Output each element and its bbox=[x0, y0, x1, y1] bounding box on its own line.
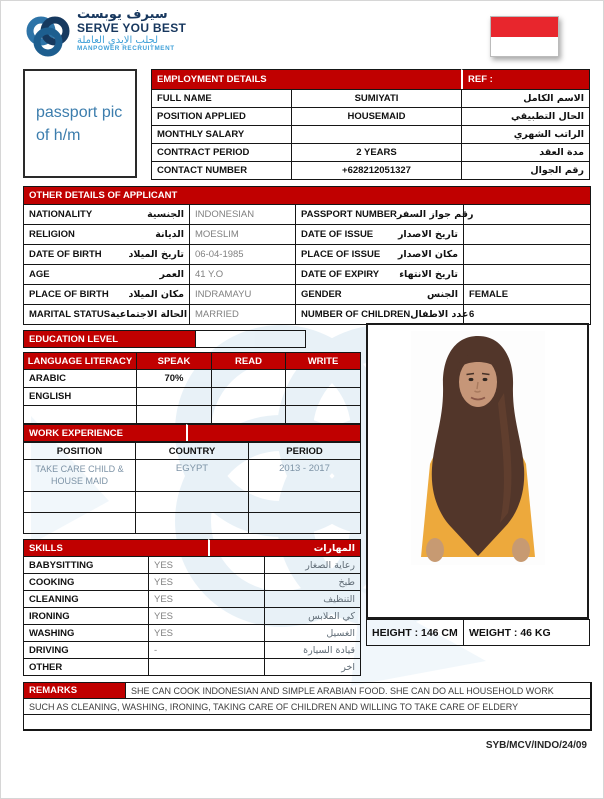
we-position: TAKE CARE CHILD & HOUSE MAID bbox=[23, 459, 135, 491]
skill-value bbox=[148, 658, 264, 675]
skills-table bbox=[23, 556, 361, 676]
od-label: MARITAL STATUS bbox=[29, 309, 111, 320]
skill-value: - bbox=[148, 641, 264, 658]
logo-arabic-name: سيرف يوبست bbox=[77, 7, 168, 22]
we-period bbox=[248, 512, 360, 533]
remarks-table bbox=[23, 682, 592, 731]
od-label: DATE OF ISSUE bbox=[301, 229, 374, 240]
we-country bbox=[135, 512, 248, 533]
write-value bbox=[285, 405, 360, 423]
emp-value: +628212051327 bbox=[291, 161, 461, 179]
table-row bbox=[23, 624, 360, 641]
work-experience-header bbox=[23, 424, 361, 442]
col-header-read: READ bbox=[211, 352, 285, 369]
od-value: 41 Y.O bbox=[189, 264, 295, 284]
skill-label: DRIVING bbox=[23, 641, 148, 658]
emp-arabic-label: الاسم الكامل bbox=[461, 89, 589, 107]
table-row bbox=[23, 304, 590, 324]
speak-value bbox=[136, 387, 211, 405]
remarks-line2: SUCH AS CLEANING, WASHING, IRONING, TAKING CARE OF CHILDREN AND WILLING TO TAKE CARE OF ELDERY bbox=[23, 698, 590, 714]
od-label: DATE OF BIRTH bbox=[29, 249, 102, 260]
table-row bbox=[151, 125, 589, 143]
skill-arabic-label: اخر bbox=[264, 658, 360, 675]
od-label: NUMBER OF CHILDREN bbox=[301, 309, 411, 320]
emp-arabic-label: رقم الجوال bbox=[461, 161, 589, 179]
weight-label: WEIGHT : 46 KG bbox=[463, 619, 589, 645]
flag-white-half bbox=[491, 37, 558, 57]
table-row bbox=[23, 573, 360, 590]
od-value: INDRAMAYU bbox=[189, 284, 295, 304]
skill-label: COOKING bbox=[23, 573, 148, 590]
table-row bbox=[151, 107, 589, 125]
col-header-period: PERIOD bbox=[248, 442, 360, 459]
emp-label: MONTHLY SALARY bbox=[151, 125, 291, 143]
skill-arabic-label: كي الملابس bbox=[264, 607, 360, 624]
od-label: PLACE OF ISSUE bbox=[301, 249, 381, 260]
emp-arabic-label: مدة العقد bbox=[461, 143, 589, 161]
skill-value: YES bbox=[148, 590, 264, 607]
passport-pic-text-line2: of h/m bbox=[36, 127, 81, 145]
flag-red-half bbox=[491, 17, 558, 37]
we-country bbox=[135, 491, 248, 512]
skill-arabic-label: الغسيل bbox=[264, 624, 360, 641]
od-value: INDONESIAN bbox=[189, 204, 295, 224]
agency-logo-text bbox=[77, 8, 207, 53]
col-header-position: POSITION bbox=[23, 442, 135, 459]
read-value bbox=[211, 387, 285, 405]
emp-value: HOUSEMAID bbox=[291, 107, 461, 125]
od-arabic-label: الديانة bbox=[155, 229, 184, 240]
od-arabic-label: تاريخ الاصدار bbox=[397, 229, 458, 240]
logo-english-name: SERVE YOU BEST bbox=[77, 21, 187, 36]
speak-value bbox=[136, 405, 211, 423]
education-title: EDUCATION LEVEL bbox=[23, 330, 195, 347]
od-arabic-label: تاريخ الميلاد bbox=[128, 249, 184, 260]
language-name bbox=[23, 405, 136, 423]
col-header-country: COUNTRY bbox=[135, 442, 248, 459]
od-label: PLACE OF BIRTH bbox=[29, 289, 109, 300]
table-row bbox=[23, 658, 360, 675]
agency-logo-icon bbox=[23, 11, 73, 61]
od-arabic-label: الجنسية bbox=[147, 209, 184, 220]
skill-value: YES bbox=[148, 556, 264, 573]
we-position bbox=[23, 512, 135, 533]
write-value bbox=[285, 369, 360, 387]
table-row bbox=[23, 405, 360, 423]
od-arabic-label: مكان الميلاد bbox=[128, 289, 184, 300]
od-arabic-label: رقم جواز السفر bbox=[396, 209, 474, 220]
document-ref-code: SYB/MCV/INDO/24/09 bbox=[485, 740, 587, 751]
ref-label: REF : bbox=[461, 69, 589, 89]
emp-value: SUMIYATI bbox=[291, 89, 461, 107]
od-arabic-label: عدد الاطفال bbox=[410, 309, 469, 320]
remarks-title: REMARKS bbox=[23, 682, 125, 698]
skill-arabic-label: التنظيف bbox=[264, 590, 360, 607]
table-row bbox=[23, 590, 360, 607]
passport-pic-placeholder bbox=[23, 69, 137, 178]
od-value: FEMALE bbox=[463, 284, 590, 304]
table-row bbox=[23, 387, 360, 405]
indonesia-flag bbox=[490, 16, 559, 57]
speak-value: 70% bbox=[136, 369, 211, 387]
skill-label: WASHING bbox=[23, 624, 148, 641]
od-value: 6 bbox=[463, 304, 590, 324]
write-value bbox=[285, 387, 360, 405]
employment-details-table bbox=[151, 69, 590, 180]
skill-value: YES bbox=[148, 573, 264, 590]
table-row bbox=[23, 244, 590, 264]
table-row bbox=[23, 641, 360, 658]
od-label: PASSPORT NUMBER bbox=[301, 209, 397, 220]
work-experience-title: WORK EXPERIENCE bbox=[23, 424, 186, 441]
emp-arabic-label: الراتب الشهري bbox=[461, 125, 589, 143]
skill-arabic-label: طبخ bbox=[264, 573, 360, 590]
table-row bbox=[151, 89, 589, 107]
other-details-title: OTHER DETAILS OF APPLICANT bbox=[23, 186, 590, 204]
table-row bbox=[23, 264, 590, 284]
skill-value: YES bbox=[148, 607, 264, 624]
table-row bbox=[23, 284, 590, 304]
remarks-line1: SHE CAN COOK INDONESIAN AND SIMPLE ARABIAN FOOD. SHE CAN DO ALL HOUSEHOLD WORK bbox=[125, 682, 590, 698]
od-value: MARRIED bbox=[189, 304, 295, 324]
od-value: 06-04-1985 bbox=[189, 244, 295, 264]
table-row bbox=[23, 224, 590, 244]
skills-title: SKILLS bbox=[23, 539, 208, 556]
emp-arabic-label: الحال التطبيقي bbox=[461, 107, 589, 125]
logo-arabic-tagline: لجلب الايدي العاملة bbox=[77, 35, 159, 47]
table-row bbox=[23, 556, 360, 573]
skill-arabic-label: رعاية الصغار bbox=[264, 556, 360, 573]
we-period: 2013 - 2017 bbox=[248, 459, 360, 491]
we-position bbox=[23, 491, 135, 512]
emp-value: 2 YEARS bbox=[291, 143, 461, 161]
od-value bbox=[463, 264, 590, 284]
language-literacy-table bbox=[23, 352, 361, 424]
table-row bbox=[23, 459, 360, 491]
table-row bbox=[23, 491, 360, 512]
work-experience-header-spacer bbox=[186, 424, 360, 441]
height-label: HEIGHT : 146 CM bbox=[366, 619, 463, 645]
od-value bbox=[463, 244, 590, 264]
emp-label: POSITION APPLIED bbox=[151, 107, 291, 125]
od-label: DATE OF EXPIRY bbox=[301, 269, 380, 280]
skills-header bbox=[23, 539, 361, 557]
logo-english-tagline: MANPOWER RECRUITMENT bbox=[77, 45, 175, 53]
read-value bbox=[211, 369, 285, 387]
od-label: NATIONALITY bbox=[29, 209, 93, 220]
employment-title: EMPLOYMENT DETAILS bbox=[151, 69, 461, 89]
od-value bbox=[463, 204, 590, 224]
skill-label: OTHER bbox=[23, 658, 148, 675]
od-arabic-label: الحالة الاجتماعية bbox=[110, 309, 188, 320]
skills-title-arabic: المهارات bbox=[208, 539, 360, 556]
emp-label: CONTRACT PERIOD bbox=[151, 143, 291, 161]
skill-arabic-label: قيادة السيارة bbox=[264, 641, 360, 658]
emp-label: FULL NAME bbox=[151, 89, 291, 107]
od-label: RELIGION bbox=[29, 229, 75, 240]
work-experience-table bbox=[23, 442, 361, 534]
od-arabic-label: الجنس bbox=[427, 289, 458, 300]
od-value bbox=[463, 224, 590, 244]
emp-label: CONTACT NUMBER bbox=[151, 161, 291, 179]
applicant-photo-frame bbox=[366, 323, 589, 619]
skill-value: YES bbox=[148, 624, 264, 641]
language-name: ENGLISH bbox=[23, 387, 136, 405]
remarks-line3 bbox=[23, 714, 590, 729]
height-weight-table bbox=[366, 619, 590, 646]
table-row bbox=[23, 512, 360, 533]
skill-label: BABYSITTING bbox=[23, 556, 148, 573]
table-row bbox=[151, 143, 589, 161]
education-empty-cell bbox=[195, 330, 305, 347]
table-row bbox=[23, 204, 590, 224]
education-level-header bbox=[23, 330, 306, 348]
table-row bbox=[151, 161, 589, 179]
table-row bbox=[23, 607, 360, 624]
read-value bbox=[211, 405, 285, 423]
col-header-speak: SPEAK bbox=[136, 352, 211, 369]
passport-pic-text-line1: passport pic bbox=[36, 104, 123, 121]
od-label: GENDER bbox=[301, 289, 342, 300]
emp-value bbox=[291, 125, 461, 143]
we-period bbox=[248, 491, 360, 512]
applicant-photo bbox=[411, 331, 545, 565]
table-row bbox=[23, 369, 360, 387]
od-arabic-label: العمر bbox=[159, 269, 184, 280]
col-header-write: WRITE bbox=[285, 352, 360, 369]
od-arabic-label: تاريخ الانتهاء bbox=[399, 269, 458, 280]
other-details-table bbox=[23, 186, 591, 325]
we-country: EGYPT bbox=[135, 459, 248, 491]
skill-label: IRONING bbox=[23, 607, 148, 624]
od-value: MOESLIM bbox=[189, 224, 295, 244]
skill-label: CLEANING bbox=[23, 590, 148, 607]
od-label: AGE bbox=[29, 269, 50, 280]
od-arabic-label: مكان الاصدار bbox=[397, 249, 458, 260]
language-name: ARABIC bbox=[23, 369, 136, 387]
col-header-language: LANGUAGE LITERACY bbox=[23, 352, 136, 369]
